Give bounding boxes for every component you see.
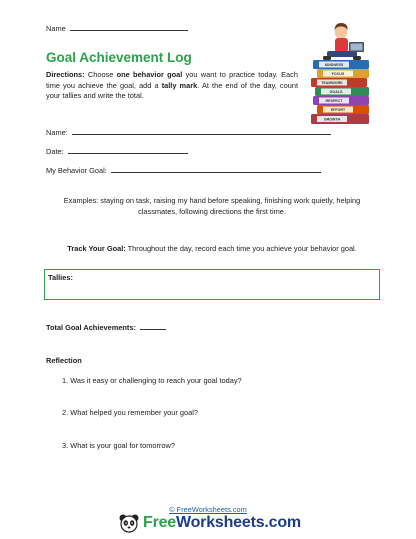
track-goal-label: Track Your Goal:: [67, 244, 126, 253]
top-name-field: [46, 24, 188, 35]
book-label-3: TEAMWORK: [321, 81, 343, 85]
tallies-box[interactable]: [44, 269, 380, 300]
behavior-goal-line[interactable]: [111, 172, 321, 173]
total-achievements-field: [46, 323, 166, 334]
tallies-label: Tallies:: [48, 273, 73, 282]
total-achievements-label: Total Goal Achievements:: [46, 323, 136, 332]
brand-rest: Worksheets.com: [176, 514, 301, 531]
kid-on-books-illustration: [305, 18, 381, 134]
date-line[interactable]: [68, 153, 188, 154]
behavior-goal-label: My Behavior Goal:: [46, 166, 107, 175]
reflection-question-3: 3. What is your goal for tomorrow?: [62, 441, 175, 450]
book-label-7: GROWTH: [323, 117, 341, 122]
directions-text-3: . At the end of the day, count your tallies and write the total.: [46, 80, 298, 100]
top-name-line[interactable]: [70, 30, 188, 31]
directions: [46, 70, 298, 102]
reflection-question-1: 1. Was it easy or challenging to reach your goal today?: [62, 376, 242, 385]
brand-logo-text: [143, 514, 301, 532]
examples-text: Examples: staying on task, raising my hand before speaking, finishing work quietly, helping classmates, following directions the first time.: [63, 196, 361, 216]
reflection-heading: Reflection: [46, 356, 82, 365]
reflection-question-2: 2. What helped you remember your goal?: [62, 408, 198, 417]
brand-free: Free: [143, 514, 176, 531]
book-label-2: FOCUS: [331, 72, 345, 76]
panda-logo-icon: [118, 513, 140, 533]
name-label: Name:: [46, 128, 68, 137]
date-field: [46, 147, 188, 158]
name-line[interactable]: [72, 134, 331, 135]
book-label-5: RESPECT: [325, 99, 343, 103]
directions-text-1: Choose: [84, 70, 117, 79]
track-goal: [52, 244, 372, 255]
book-label-1: KINDNESS: [324, 63, 344, 67]
date-label: Date:: [46, 147, 64, 156]
book-label-6: EFFORT: [330, 108, 346, 112]
directions-bold-2: tally mark: [161, 80, 198, 90]
kid-figure: [323, 23, 364, 60]
total-achievements-line[interactable]: [140, 329, 166, 330]
directions-text-2: you want to practice today. Each time you achieve the goal, add a: [46, 70, 298, 90]
track-goal-text: Throughout the day, record each time you achieve your behavior goal.: [125, 244, 357, 253]
directions-label: Directions:: [46, 70, 85, 79]
footer-url-link[interactable]: © FreeWorksheets.com: [169, 505, 247, 514]
behavior-goal-field: [46, 166, 321, 177]
directions-bold-1: one behavior goal: [116, 70, 183, 79]
book-label-4: GOALS: [329, 90, 343, 94]
page-title: Goal Achievement Log: [46, 50, 192, 65]
top-name-label: Name: [46, 24, 66, 33]
name-field: [46, 128, 331, 139]
